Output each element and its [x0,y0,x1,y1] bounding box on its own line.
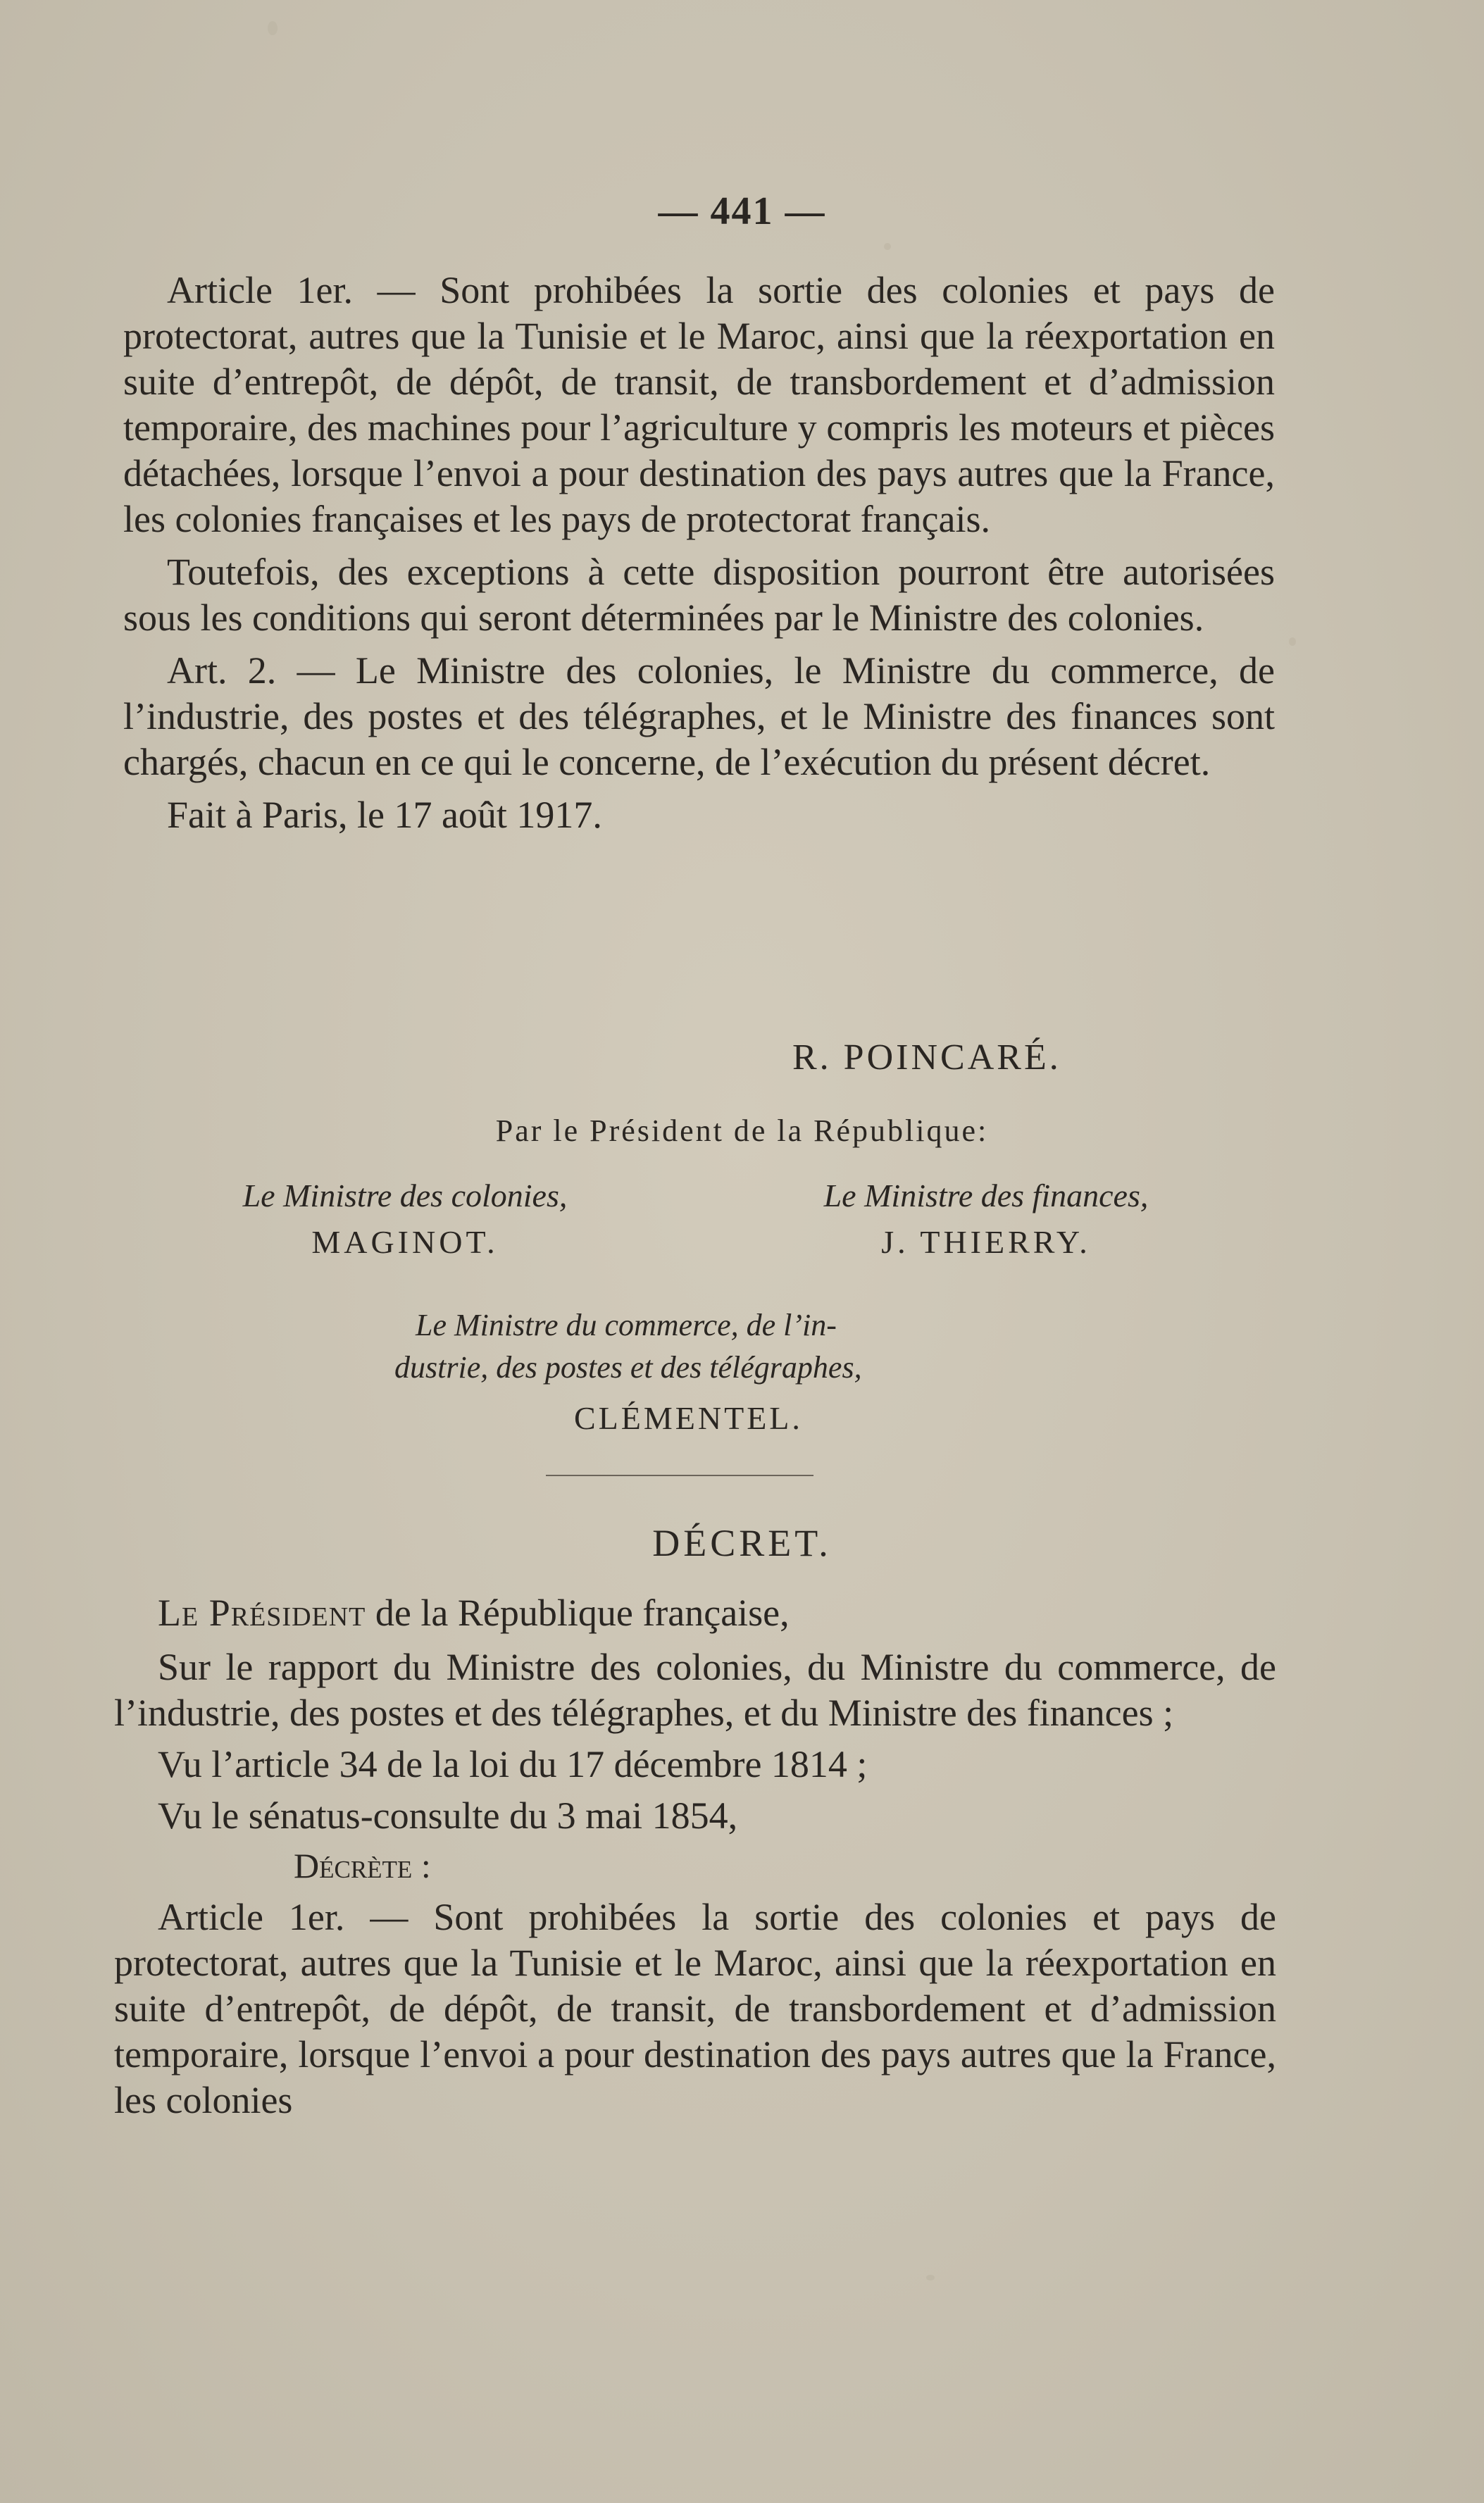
preamble-rest: de la République française, [366,1592,790,1634]
ministre-colonies-name: MAGINOT. [311,1224,499,1260]
signature-ministre-finances [775,1175,1197,1263]
decree-one-article-2: Art. 2. — Le Ministre des colonies, le Ministre du commerce, de l’industrie, des postes et des télégraphes, et le Ministre des finances sont chargés, chacun en ce qui le concerne, de l’exécution du présent décret. [123,649,1275,783]
decree-one-article-1: Article 1er. — Sont prohibées la sortie des colonies et pays de protectorat, autres que la Tunisie et le Maroc, ainsi que la réexportation en suite d’entrepôt, de dépôt, de transit, de transbordement et d’admission temporaire, des machines pour l’agriculture y compris les moteurs et pièces détachées, lorsque l’envoi a pour destination des pays autres que la France, les colonies françaises et les pays de protectorat français. [123,269,1275,540]
decree-two-vu-senatus: Vu le sénatus-consulte du 3 mai 1854, [158,1794,738,1837]
ministre-colonies-title: Le Ministre des colonies, [242,1178,568,1213]
paper-speck [268,21,278,35]
decree-two-body [114,1590,1276,2123]
decree-two-vu-article: Vu l’article 34 de la loi du 17 décembre 1814 ; [158,1743,868,1785]
decree-two-decrete: Décrète : [294,1846,431,1885]
section-divider [546,1475,813,1476]
ministre-commerce-title-line-1: Le Ministre du commerce, de l’in- [416,1308,837,1342]
ministre-finances-title: Le Ministre des finances, [823,1178,1149,1213]
signature-ministre-colonies [208,1175,602,1263]
decree-two-sur-le-rapport: Sur le rapport du Ministre des colonies, du Ministre du commerce, de l’industrie, des postes et des télégraphes, et du Ministre des finances ; [114,1646,1276,1734]
president-signature: R. POINCARÉ. [792,1037,1061,1078]
par-le-president-line: Par le Président de la République: [495,1113,989,1148]
decree-one-body [123,268,1275,838]
decree-two-preamble [114,1590,1276,1636]
ministre-commerce-title-line-2: dustrie, des postes et des télégraphes, [394,1350,862,1385]
paper-speck [1289,637,1296,646]
decree-one-exceptions: Toutefois, des exceptions à cette disposition pourront être autorisées sous les conditions qui seront déterminées par le Ministre des colonies. [123,551,1275,639]
paper-speck [926,2275,935,2280]
paper-speck [884,243,891,250]
decree-one-fait: Fait à Paris, le 17 août 1917. [167,794,602,836]
decree-two-article-1: Article 1er. — Sont prohibées la sortie des colonies et pays de protectorat, autres que la Tunisie et le Maroc, ainsi que la réexportation en suite d’entrepôt, de dépôt, de transit, de transbordement et d’admission temporaire, lorsque l’envoi a pour destination des pays autres que la France, les colonies [114,1896,1276,2121]
decree-two-heading: DÉCRET. [652,1522,832,1564]
page-number: — 441 — [658,189,826,233]
ministre-finances-name: J. THIERRY. [881,1224,1091,1260]
preamble-lead: Le Président [158,1592,366,1634]
signature-ministre-commerce [394,1304,1000,1440]
ministre-commerce-name: CLÉMENTEL. [574,1400,803,1436]
